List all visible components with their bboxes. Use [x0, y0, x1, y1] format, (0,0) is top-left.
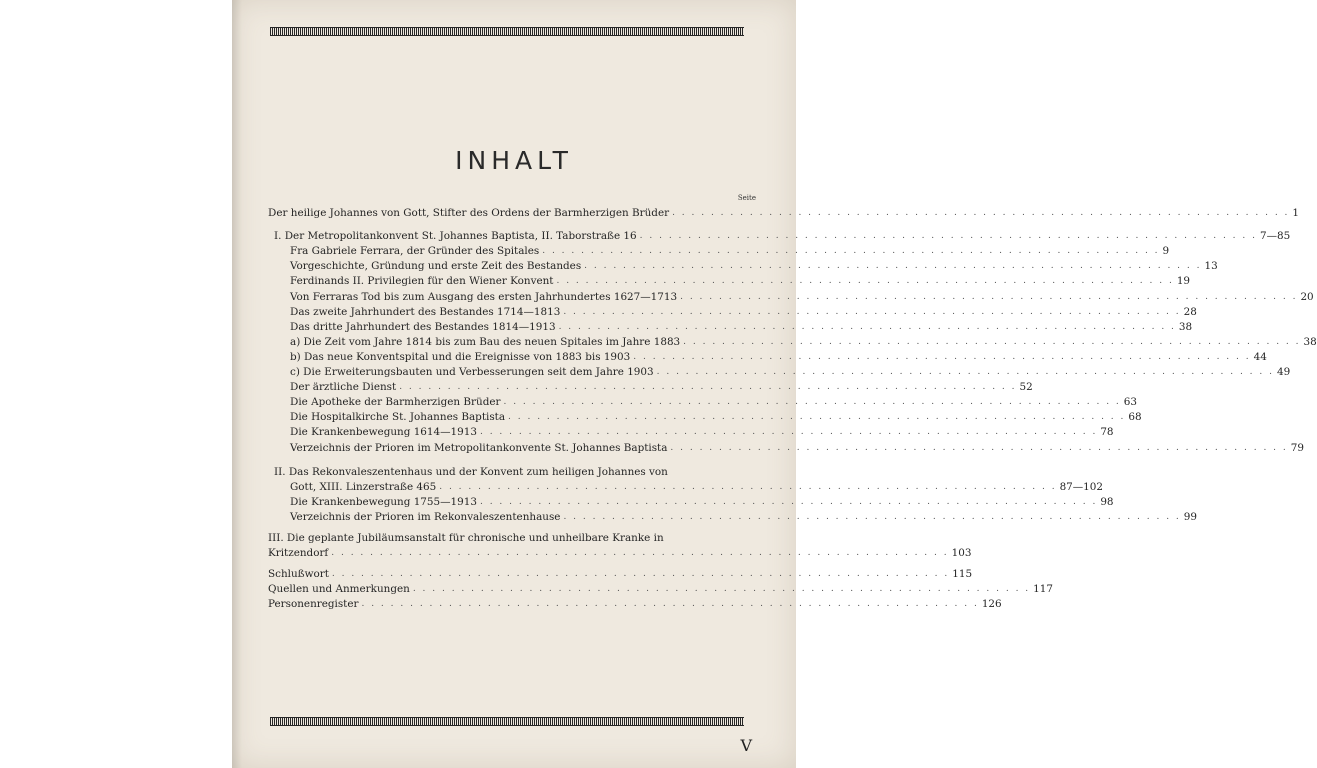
page-number: 28 [1183, 305, 1197, 318]
toc-entry: Fra Gabriele Ferrara, der Gründer des Spitales . . . 9 [268, 243, 746, 258]
toc-entry: a) Die Zeit vom Jahre 1814 bis zum Bau des neuen Spitales im Jahre 1883 . . . 38 [268, 334, 746, 349]
toc-entry-personenregister: Personenregister . . . 126 [268, 596, 746, 611]
toc-entry: Vorgeschichte, Gründung und erste Zeit des Bestandes . . . 13 [268, 258, 746, 273]
page-number: 103 [951, 547, 972, 560]
page-number: 126 [981, 598, 1002, 611]
toc-entry-part-3-line1: III. Die geplante Jubiläumsanstalt für chronische und unheilbare Kranke in [268, 531, 664, 544]
page-number: 49 [1276, 366, 1291, 379]
toc-entry: Ferdinands II. Privilegien für den Wiener Konvent . . . 19 [268, 273, 746, 288]
page-number: 38 [1303, 335, 1317, 348]
page-number: 68 [1128, 411, 1142, 424]
toc-entry: Verzeichnis der Prioren im Metropolitankonvente St. Johannes Baptista . . . 79 [268, 439, 746, 454]
page-number: 87—102 [1059, 480, 1104, 493]
toc-entry: Die Krankenbewegung 1755—1913 . . . 98 [268, 494, 746, 509]
toc-entry: Das dritte Jahrhundert des Bestandes 1814—1913 . . . 38 [268, 319, 746, 334]
toc-entry-quellen: Quellen und Anmerkungen . . . 117 [268, 581, 746, 596]
page-number: 7—85 [1259, 230, 1291, 243]
page-number: 99 [1183, 510, 1198, 523]
page-number: 9 [1162, 245, 1170, 258]
page-number: 115 [952, 568, 973, 581]
toc-entry: b) Das neue Konventspital und die Ereignisse von 1883 bis 1903 . . . 44 [268, 349, 746, 364]
page-number: 52 [1019, 381, 1033, 394]
toc-entry-part-3-line2: Kritzendorf . . . 103 [268, 545, 746, 560]
toc-entry-johannes-von-gott: Der heilige Johannes von Gott, Stifter des Ordens der Barmherzigen Brüder . . . 1 [268, 205, 746, 220]
page-number: 117 [1033, 583, 1053, 596]
page-number: 78 [1100, 426, 1114, 439]
page-number: 98 [1100, 495, 1114, 508]
page-number: 20 [1300, 290, 1314, 303]
toc-entry-part-2-line1: II. Das Rekonvaleszentenhaus und der Konvent zum heiligen Johannes von [274, 465, 668, 478]
page-number: 19 [1176, 275, 1191, 288]
toc-entry: Die Hospitalkirche St. Johannes Baptista . . . 68 [268, 409, 746, 424]
toc-entry-part-2-line2: Gott, XIII. Linzerstraße 465 . . . 87—102 [268, 479, 746, 494]
page-number: 13 [1204, 260, 1218, 273]
toc-entry: Der ärztliche Dienst . . . 52 [268, 379, 746, 394]
toc-entry: Das zweite Jahrhundert des Bestandes 1714—1813 . . . 28 [268, 304, 746, 319]
toc-entry: Die Apotheke der Barmherzigen Brüder . . . 63 [268, 394, 746, 409]
table-of-contents [268, 205, 1317, 611]
page-number: 44 [1253, 350, 1267, 363]
toc-entry: Verzeichnis der Prioren im Rekonvaleszentenhause . . . 99 [268, 509, 746, 524]
page-number: 38 [1178, 320, 1193, 333]
toc-entry-schlusswort: Schlußwort . . . 115 [268, 566, 746, 581]
book-page [232, 0, 1317, 768]
page-number: 79 [1290, 441, 1304, 454]
toc-entry: c) Die Erweiterungsbauten und Verbesserungen seit dem Jahre 1903 . . . 49 [268, 364, 746, 379]
toc-entry: Die Krankenbewegung 1614—1913 . . . 78 [268, 424, 746, 439]
bottom-ornamental-rule [270, 717, 744, 726]
page-title: INHALT [455, 146, 573, 175]
top-ornamental-rule [270, 27, 744, 36]
page-number: 63 [1123, 396, 1138, 409]
toc-entry: Von Ferraras Tod bis zum Ausgang des ersten Jahrhundertes 1627—1713 . . . 20 [268, 288, 746, 303]
toc-entry-part-1: I. Der Metropolitankonvent St. Johannes Baptista, II. Taborstraße 16 . . . 7—85 [268, 228, 746, 243]
page-column-header: Seite [737, 194, 756, 202]
page-number: 1 [1292, 207, 1300, 220]
page-folio: V [740, 736, 752, 755]
